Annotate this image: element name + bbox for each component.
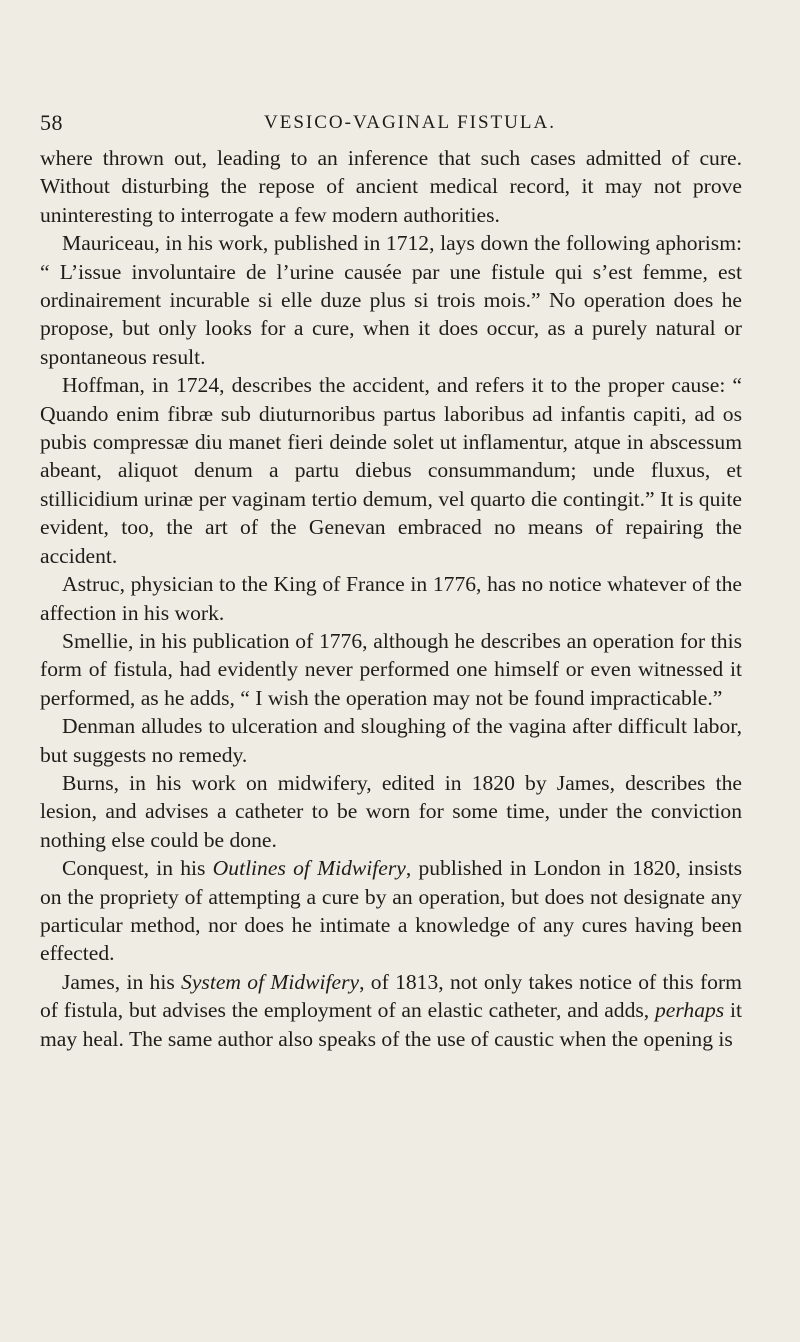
paragraph-text: where thrown out, leading to an inference that such cases admitted of cure. Without disturbing the repose of ancient medical record, it may not prove uninteresting to interrogate a few modern authorities. [40, 146, 742, 227]
page-number: 58 [40, 110, 63, 135]
paragraph [40, 968, 742, 1053]
paragraph [40, 229, 742, 371]
paragraph-text: Hoffman, in 1724, describes the accident, and refers it to the proper cause: “ Quando enim fibræ sub diuturnoribus partus laboribus ad infantis capiti, ad os pubis compressæ diu manet fieri deinde solet ut inflamentur, atque in abscessum abeant, aliquot denum a partu diebus consummandum; unde fluxus, et stillicidium urinæ per vaginam tertio demum, vel quarto die contingit.” It is quite evident, too, the art of the Genevan embraced no means of repairing the accident. [40, 373, 742, 568]
italic-title-text: perhaps [655, 998, 725, 1023]
running-title: VESICO-VAGINAL FISTULA. [264, 112, 556, 133]
italic-title-text: System of Midwifery [181, 969, 360, 994]
paragraph [40, 570, 742, 627]
paragraph-text: Smellie, in his publication of 1776, although he describes an operation for this form of fistula, had evidently never performed one himself or even witnessed it performed, as he adds, “ I wish the operation may not be found impracticable.” [40, 628, 742, 710]
paragraph-text: Mauriceau, in his work, published in 1712, lays down the following aphorism: “ L’issue involuntaire de l’urine causée par une fistule qui s’est femme, est ordinairement incurable si elle duze plus si trois mois.” No operation does he propose, but only looks for a cure, when it does occur, as a purely natural or spontaneous result. [40, 231, 742, 369]
body-text [40, 144, 742, 1053]
paragraph [40, 144, 742, 229]
paragraph-text: Astruc, physician to the King of France in 1776, has no notice whatever of the affection in his work. [40, 572, 742, 625]
paragraph-text: , published in London in 1820, insists on the propriety of attempting a cure by an operation, but does not designate any particular method, nor does he intimate a knowledge of any cures having been effected. [40, 856, 742, 966]
paragraph-text: Burns, in his work on midwifery, edited in 1820 by James, describes the lesion, and advises a catheter to be worn for some time, under the conviction nothing else could be done. [40, 770, 742, 852]
paragraph [40, 627, 742, 712]
paragraph-text: it may heal. The same author also speaks of the use of caustic when the opening is [40, 998, 743, 1051]
paragraph [40, 769, 742, 854]
running-head [40, 110, 740, 140]
paragraph-text: , of 1813, not only takes notice of this form of fistula, but advises the employment of an elastic catheter, and adds, [40, 969, 742, 1023]
paragraph-text: James, in his [62, 969, 182, 994]
paragraph-text: Denman alludes to ulceration and sloughing of the vagina after difficult labor, but suggests no remedy. [40, 714, 742, 767]
italic-title-text: Outlines of Midwifery [212, 856, 406, 881]
paragraph-text: Conquest, in his [62, 856, 213, 881]
paragraph [40, 854, 742, 968]
paragraph [40, 371, 742, 570]
paragraph [40, 712, 742, 769]
